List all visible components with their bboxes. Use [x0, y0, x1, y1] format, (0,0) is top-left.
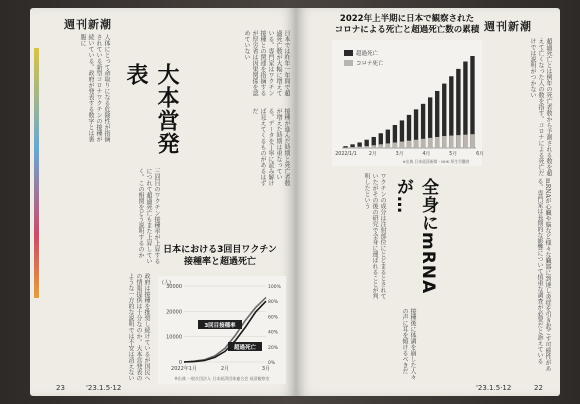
bar-covid — [386, 143, 390, 148]
left-chart-title-line1: 日本における3回目ワクチン — [163, 245, 277, 255]
bar-covid — [449, 136, 453, 148]
bar-covid — [442, 136, 446, 148]
body-text-block: 日本では昨年一年間で超過死亡数が大幅に増えている。専門家はワクチン接種との関連を指摘するが厚労省は因果関係を認めていない — [243, 30, 290, 96]
body-text-block: 接種後に体調を崩した人々の声に耳を傾けるべきだ — [401, 308, 416, 380]
left-headline: 大本営発表 — [123, 63, 179, 155]
masthead-right: 週刊新潮 — [484, 20, 532, 33]
magazine-spread — [30, 8, 560, 398]
masthead-left: 週刊新潮 — [64, 18, 112, 31]
left-footer-date: '23.1.5·12 — [86, 384, 122, 392]
y-tick-label: 20000 — [166, 309, 182, 316]
page-edge-colors — [34, 48, 39, 298]
body-text-block: 政府は接種を推奨し続けているが国民への情報提供は十分なのか。大本営発表のような一方的な説明では不安は消えない — [127, 273, 150, 381]
y-tick-label: 0 — [178, 360, 182, 366]
left-line-chart — [158, 276, 286, 384]
y-tick-label: 30000 — [166, 284, 182, 290]
y2-tick-label: 0% — [268, 361, 276, 366]
legend-swatch-excess — [344, 50, 353, 56]
y-axis-unit: (人) — [162, 280, 171, 286]
bar-covid — [456, 135, 460, 148]
right-chart-title-line1: 2022年上半期に日本で観察された — [339, 14, 475, 24]
left-page-number: 23 — [56, 384, 65, 392]
bar-covid — [470, 134, 474, 148]
right-page-number: 22 — [534, 384, 543, 392]
right-headline: 全身にmRNAが… — [393, 178, 438, 295]
bar-covid — [421, 139, 425, 148]
left-page — [30, 8, 296, 396]
y2-tick-label: 20% — [268, 345, 279, 351]
bar-covid — [393, 142, 397, 148]
bar-covid — [435, 137, 439, 148]
chart-source: ※出典 日本経済新聞・NHK 厚生労働省 — [402, 159, 470, 164]
x-tick-label: 2022/1/1 — [335, 152, 357, 157]
body-text-block: 接種が進んだ時期と死亡者数が増えた時期は重なっている。データを丁寧に読み解けば見えてくるものがあるはずだ — [251, 108, 290, 186]
body-text-block: 人体にとって命取りになる危険性が指摘されている新型コロナワクチンの接種が続いている。政府が発表する数字とは裏腹に — [79, 34, 110, 142]
left-chart-title — [160, 244, 280, 268]
x-tick-label: 6月 — [476, 152, 484, 157]
y2-tick-label: 80% — [268, 300, 279, 306]
x-tick-label: 2月 — [220, 366, 230, 372]
bar-covid — [463, 135, 467, 148]
body-text-block: ワクチンの成分は注射部位にとどまるとされていたがその後の研究で全身に運ばれることが判明したという — [363, 173, 386, 299]
x-tick-label: 2022年1月 — [171, 366, 197, 372]
bar-covid — [400, 142, 404, 148]
legend-label: 超過死亡 — [356, 51, 379, 57]
series-label: 3回目接種率 — [204, 323, 236, 329]
right-chart-panel — [332, 40, 482, 166]
bar-covid — [379, 144, 383, 148]
x-tick-label: 3月 — [395, 152, 404, 157]
bar-covid — [407, 141, 411, 148]
body-text-block: mRNAが心臓や脳など様々な臓器に到達し炎症を引き起こす可能性がある。専門家は長期的な影響について慎重な調査が必要だと訴えている — [536, 178, 551, 372]
chart-source: ※出典 一般社団法人 日本経済団体連合会 経済観察室 — [174, 376, 270, 381]
left-chart-title-line2: 接種率と超過死亡 — [183, 257, 256, 267]
series-label: 超過死亡 — [233, 345, 257, 351]
x-tick-label: 3月 — [261, 366, 271, 372]
y2-tick-label: 40% — [268, 330, 279, 336]
bar-covid — [428, 138, 432, 148]
right-chart-title — [332, 14, 482, 36]
left-chart-panel — [158, 276, 286, 384]
x-tick-label: 2月 — [368, 152, 377, 157]
x-tick-label: 4月 — [422, 152, 431, 157]
bar-covid — [364, 146, 368, 148]
body-text-block: 超過死亡とは例年の死亡者数から予測される数を超えて亡くなった人の数を指す。コロナによる死亡だけでは説明がつかない — [529, 38, 552, 176]
legend-label: コロナ死亡 — [356, 61, 384, 67]
y-tick-label: 10000 — [166, 334, 182, 341]
right-chart-title-line2: コロナによる死亡と超過死亡数の累積 — [334, 25, 480, 35]
right-bar-chart — [332, 40, 482, 166]
right-page — [296, 8, 560, 396]
bar-covid — [372, 145, 376, 148]
legend-swatch-covid — [344, 60, 353, 66]
right-footer-date: '23.1.5·12 — [476, 384, 512, 392]
x-tick-label: 5月 — [449, 152, 458, 157]
body-text-block: 三回目のワクチン接種率が上昇するにつれて超過死亡もまた上昇していく。この相関をどう説明するのか — [137, 168, 160, 264]
bar-covid — [350, 147, 354, 148]
y2-tick-label: 60% — [268, 315, 279, 321]
bar-covid — [414, 140, 418, 148]
y2-tick-label: 100% — [268, 285, 281, 290]
bar-covid — [357, 147, 361, 148]
